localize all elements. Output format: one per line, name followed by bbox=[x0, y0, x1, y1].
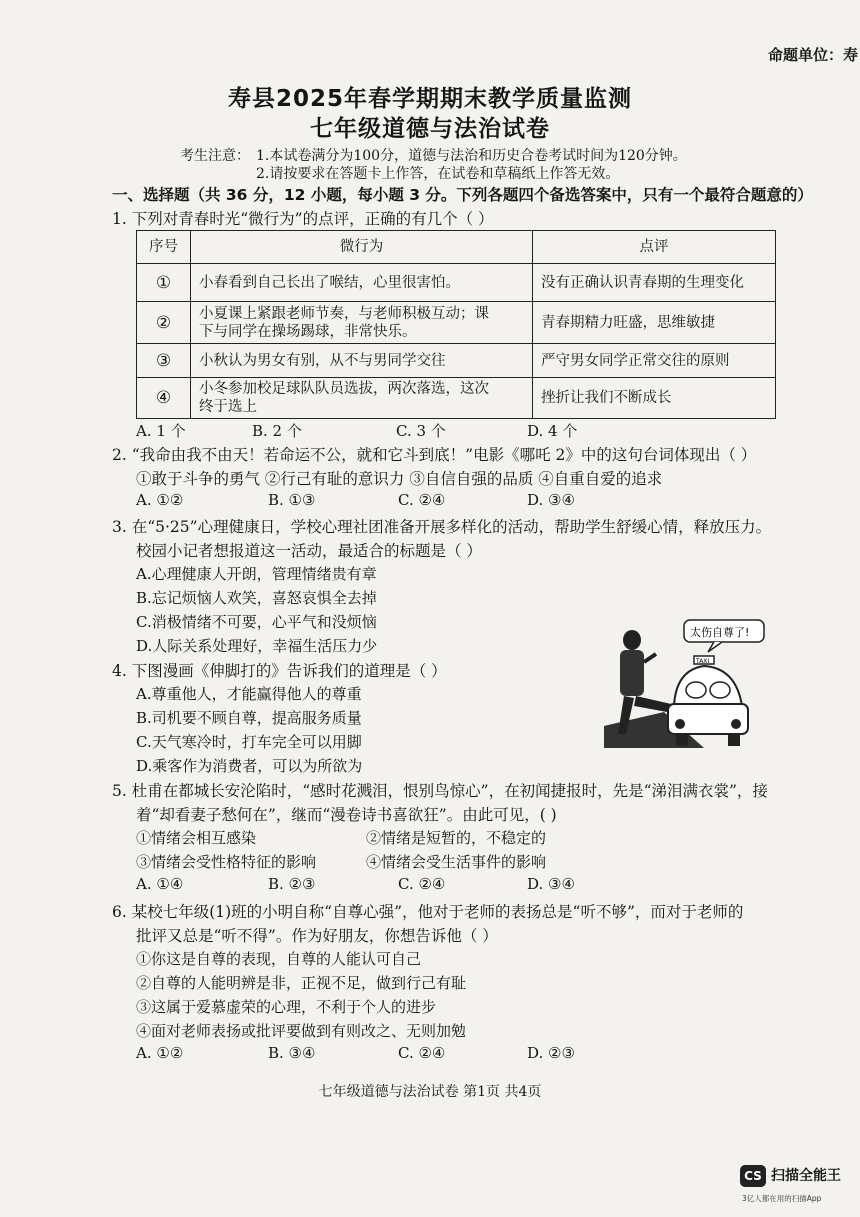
q6-item-4: ④面对老师表扬或批评要做到有则改之、无则加勉 bbox=[136, 1022, 467, 1040]
q1-option-a[interactable]: A. 1 个 bbox=[136, 422, 186, 440]
q6-item-3: ③这属于爱慕虚荣的心理，不利于个人的进步 bbox=[136, 998, 437, 1016]
row-behavior: 小冬参加校足球队队员选拔，两次落选，这次 终于选上 bbox=[191, 378, 533, 419]
comic-speech-bubble: 太伤自尊了! bbox=[690, 626, 750, 639]
q5-option-d[interactable]: D. ③④ bbox=[527, 875, 575, 893]
q2-option-b[interactable]: B. ①③ bbox=[268, 491, 316, 509]
scanner-app-name: 扫描全能王 bbox=[771, 1168, 841, 1184]
notice-label: 考生注意： bbox=[180, 148, 250, 164]
row-number: ③ bbox=[137, 344, 191, 378]
notice-line-1: 1.本试卷满分为100分，道德与法治和历史合卷考试时间为120分钟。 bbox=[256, 148, 687, 164]
question-6-stem-cont: 批评又总是“听不得”。作为好朋友，你想告诉他（ ） bbox=[136, 927, 498, 945]
section-heading: 一、选择题（共 36 分，12 小题，每小题 3 分。下列各题四个备选答案中，只有一个最符合题意的） bbox=[112, 186, 813, 204]
question-1-stem: 1. 下列对青春时光“微行为”的点评，正确的有几个（ ） bbox=[112, 210, 494, 228]
q6-option-b[interactable]: B. ③④ bbox=[268, 1044, 316, 1062]
setter-unit: 命题单位：寿 bbox=[767, 46, 858, 64]
q6-option-a[interactable]: A. ①② bbox=[136, 1044, 184, 1062]
table-header-row bbox=[137, 231, 776, 264]
q6-item-1: ①你这是自尊的表现，自尊的人能认可自己 bbox=[136, 950, 422, 968]
scanner-tagline: 3亿人都在用的扫描App bbox=[742, 1194, 822, 1203]
q1-option-b[interactable]: B. 2 个 bbox=[252, 422, 302, 440]
header-number: 序号 bbox=[137, 231, 191, 264]
q1-option-d[interactable]: D. 4 个 bbox=[527, 422, 578, 440]
row-behavior: 小春看到自己长出了喉结，心里很害怕。 bbox=[191, 264, 533, 302]
row-number: ① bbox=[137, 264, 191, 302]
row-comment: 挫折让我们不断成长 bbox=[533, 378, 776, 419]
row-comment: 没有正确认识青春期的生理变化 bbox=[533, 264, 776, 302]
q1-option-c[interactable]: C. 3 个 bbox=[396, 422, 446, 440]
row-comment: 青春期精力旺盛，思维敏捷 bbox=[533, 302, 776, 344]
question-2-items: ①敢于斗争的勇气 ②行己有耻的意识力 ③自信自强的品质 ④自重自爱的追求 bbox=[136, 470, 663, 488]
q6-option-c[interactable]: C. ②④ bbox=[398, 1044, 446, 1062]
q5-item-1: ①情绪会相互感染 bbox=[136, 829, 257, 847]
question-3-stem-cont: 校园小记者想报道这一活动，最适合的标题是（ ） bbox=[136, 542, 482, 560]
q5-option-a[interactable]: A. ①④ bbox=[136, 875, 184, 893]
q5-option-c[interactable]: C. ②④ bbox=[398, 875, 446, 893]
q3-option-b[interactable]: B.忘记烦恼人欢笑，喜怒哀惧全去掉 bbox=[136, 589, 377, 607]
q2-option-c[interactable]: C. ②④ bbox=[398, 491, 446, 509]
notice-line-2: 2.请按要求在答题卡上作答，在试卷和草稿纸上作答无效。 bbox=[256, 166, 620, 182]
q5-item-3: ③情绪会受性格特征的影响 bbox=[136, 853, 317, 871]
question-3-stem: 3. 在“5·25”心理健康日，学校心理社团准备开展多样化的活动，帮助学生舒缓心情，释放压力。 bbox=[112, 518, 772, 536]
question-4-stem: 4. 下图漫画《伸脚打的》告诉我们的道理是（ ） bbox=[112, 662, 447, 680]
comic-taxi-kick-illustration bbox=[604, 616, 780, 748]
header-behavior: 微行为 bbox=[191, 231, 533, 264]
question-2-stem: 2. “我命由我不由天！若命运不公，就和它斗到底！”电影《哪吒 2》中的这句台词体现出（ ） bbox=[112, 446, 757, 464]
micro-behavior-table bbox=[136, 230, 776, 419]
question-6-stem: 6. 某校七年级(1)班的小明自称“自尊心强”，他对于老师的表扬总是“听不够”，而对于老师的 bbox=[112, 903, 744, 921]
row-comment: 严守男女同学正常交往的原则 bbox=[533, 344, 776, 378]
table-row bbox=[137, 264, 776, 302]
taxi-sign: TAXI bbox=[696, 658, 710, 665]
q4-option-b[interactable]: B.司机要不顾自尊，提高服务质量 bbox=[136, 709, 362, 727]
table-row bbox=[137, 302, 776, 344]
row-behavior: 小秋认为男女有别，从不与男同学交往 bbox=[191, 344, 533, 378]
table-row bbox=[137, 344, 776, 378]
q4-option-c[interactable]: C.天气寒冷时，打车完全可以用脚 bbox=[136, 733, 362, 751]
question-5-stem: 5. 杜甫在都城长安沦陷时，“感时花溅泪，恨别鸟惊心”，在初闻捷报时，先是“涕泪满衣裳”，接 bbox=[112, 782, 768, 800]
q5-item-2: ②情绪是短暂的，不稳定的 bbox=[366, 829, 547, 847]
q2-option-a[interactable]: A. ①② bbox=[136, 491, 184, 509]
header-comment: 点评 bbox=[533, 231, 776, 264]
question-5-stem-cont: 着“却看妻子愁何在”，继而“漫卷诗书喜欲狂”。由此可见，( ) bbox=[136, 806, 557, 824]
row-number: ② bbox=[137, 302, 191, 344]
page-footer: 七年级道德与法治试卷 第1页 共4页 bbox=[318, 1084, 542, 1100]
q4-option-d[interactable]: D.乘客作为消费者，可以为所欲为 bbox=[136, 757, 363, 775]
q4-option-a[interactable]: A.尊重他人，才能赢得他人的尊重 bbox=[136, 685, 362, 703]
q5-option-b[interactable]: B. ②③ bbox=[268, 875, 316, 893]
q5-item-4: ④情绪会受生活事件的影响 bbox=[366, 853, 547, 871]
q2-option-d[interactable]: D. ③④ bbox=[527, 491, 575, 509]
q3-option-a[interactable]: A.心理健康人开朗，管理情绪贵有章 bbox=[136, 565, 377, 583]
row-number: ④ bbox=[137, 378, 191, 419]
camscanner-logo-icon: CS bbox=[740, 1165, 766, 1187]
exam-title: 寿县2025年春学期期末教学质量监测 bbox=[227, 86, 632, 112]
exam-subtitle: 七年级道德与法治试卷 bbox=[310, 116, 550, 142]
q6-item-2: ②自尊的人能明辨是非，正视不足，做到行己有耻 bbox=[136, 974, 467, 992]
table-row bbox=[137, 378, 776, 419]
row-behavior: 小夏课上紧跟老师节奏，与老师积极互动；课 下与同学在操场踢球，非常快乐。 bbox=[191, 302, 533, 344]
q6-option-d[interactable]: D. ②③ bbox=[527, 1044, 575, 1062]
q3-option-c[interactable]: C.消极情绪不可要，心平气和没烦恼 bbox=[136, 613, 377, 631]
q3-option-d[interactable]: D.人际关系处理好，幸福生活压力少 bbox=[136, 637, 378, 655]
